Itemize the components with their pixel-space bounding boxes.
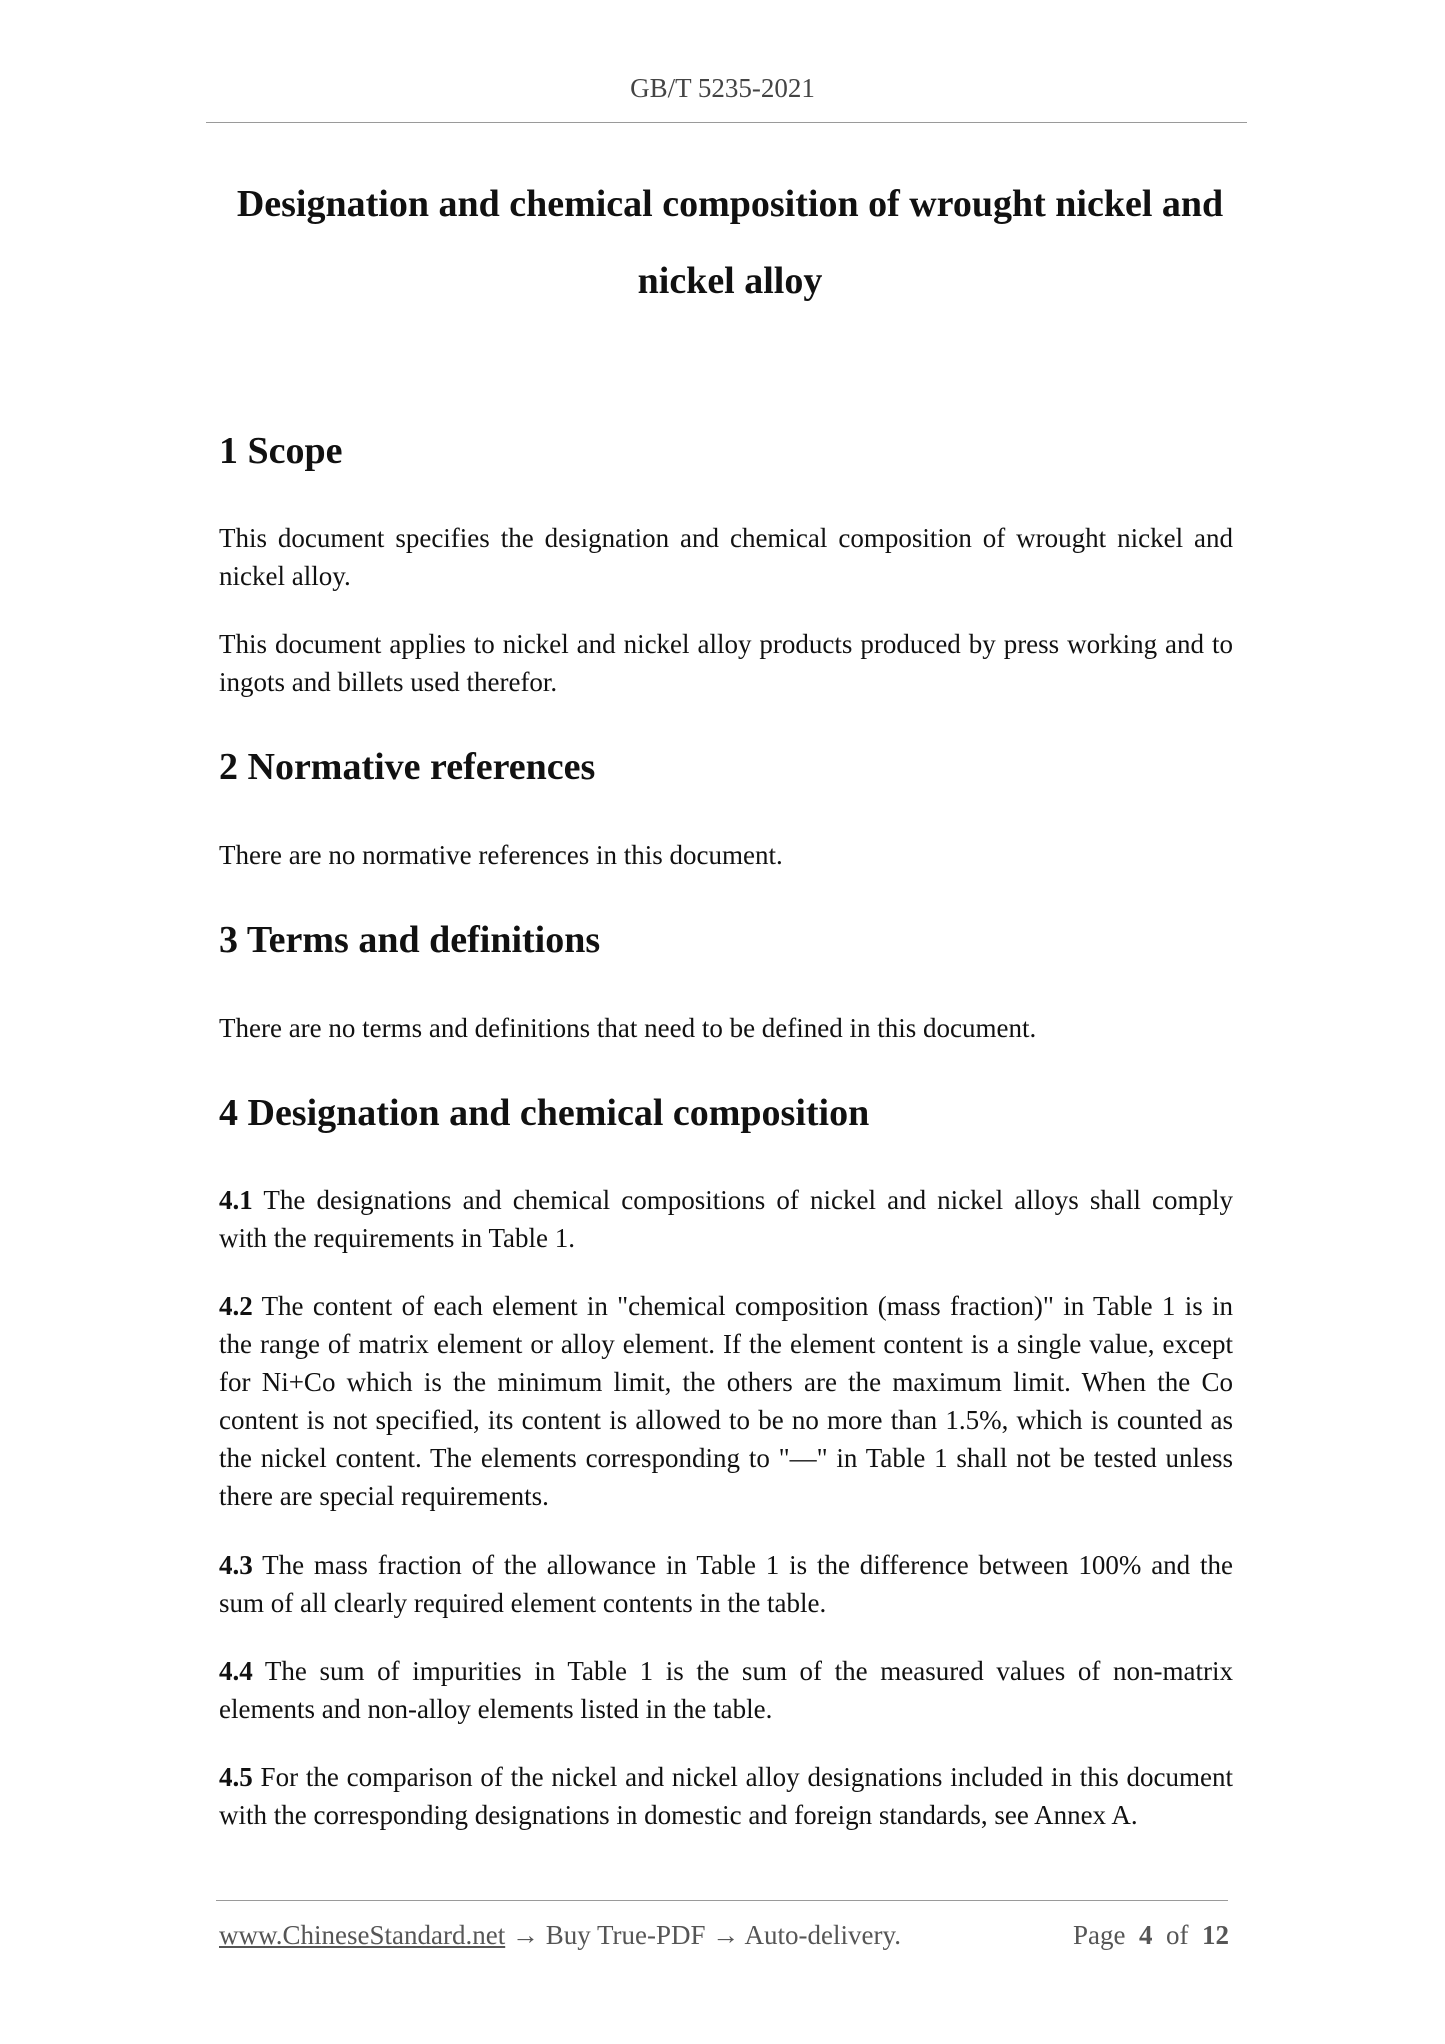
section-heading-designation-and-composition: 4 Designation and chemical composition: [219, 1092, 870, 1134]
clause-4-2: [219, 1287, 1233, 1515]
page-label: Page: [1073, 1920, 1126, 1950]
page-counter: [1073, 1918, 1229, 1952]
clause-number: 4.3: [219, 1550, 253, 1580]
footer-rule: [216, 1900, 1228, 1901]
clause-text: The mass fraction of the allowance in Table 1 is the difference between 100% and the sum of all clearly required element contents in the table.: [219, 1550, 1233, 1618]
scope-paragraph-2: This document applies to nickel and nickel alloy products produced by press working and to ingots and billets used therefor.: [219, 629, 1233, 697]
normative-references-paragraph: There are no normative references in this document.: [219, 840, 783, 870]
clause-text: The sum of impurities in Table 1 is the sum of the measured values of non-matrix elements and non-alloy elements listed in the table.: [219, 1656, 1233, 1724]
clause-number: 4.5: [219, 1762, 253, 1792]
clause-text: For the comparison of the nickel and nickel alloy designations included in this document with the corresponding designations in domestic and foreign standards, see Annex A.: [219, 1762, 1234, 1830]
clause-4-4: [219, 1652, 1233, 1728]
terms-and-definitions-paragraph: There are no terms and definitions that need to be defined in this document.: [219, 1013, 1037, 1043]
clause-4-3: [219, 1546, 1233, 1622]
page-current: 4: [1139, 1920, 1153, 1950]
clause-4-5: [219, 1758, 1233, 1834]
clause-text: The content of each element in "chemical composition (mass fraction)" in Table 1 is in the range of matrix element or alloy element. If the element content is a single value, except for Ni+Co which is the minimum limit, the others are the maximum limit. When the Co content is not specified, its content is allowed to be no more than 1.5%, which is counted as the nickel content. The elements corresponding to "—" in Table 1 shall not be tested unless there are special requirements.: [219, 1291, 1233, 1511]
clause-number: 4.1: [219, 1185, 253, 1215]
section-heading-normative-references: 2 Normative references: [219, 746, 596, 788]
footer-promo: [219, 1918, 901, 1952]
section-heading-terms-and-definitions: 3 Terms and definitions: [219, 919, 601, 961]
buy-true-pdf-text: Buy True-PDF: [545, 1920, 706, 1950]
page-of-label: of: [1166, 1920, 1189, 1950]
section-heading-scope: 1 Scope: [219, 430, 343, 472]
arrow-right-icon: →: [712, 1920, 740, 1950]
document-title-line-2: nickel alloy: [637, 260, 823, 302]
clause-number: 4.4: [219, 1656, 253, 1686]
clause-text: The designations and chemical compositions of nickel and nickel alloys shall comply with the requirements in Table 1.: [219, 1185, 1233, 1253]
auto-delivery-text: Auto-delivery.: [744, 1920, 901, 1950]
header-rule: [206, 122, 1247, 123]
clause-number: 4.2: [219, 1291, 253, 1321]
page-total: 12: [1202, 1920, 1229, 1950]
scope-paragraph-1: This document specifies the designation and chemical composition of wrought nickel and nickel alloy.: [219, 523, 1233, 591]
document-title-line-1: Designation and chemical composition of wrought nickel and: [236, 183, 1224, 225]
arrow-right-icon: →: [511, 1920, 539, 1950]
clause-4-1: [219, 1181, 1233, 1257]
document-title: [200, 166, 1260, 320]
running-header: GB/T 5235-2021: [630, 73, 815, 103]
website-link[interactable]: www.ChineseStandard.net: [219, 1920, 506, 1950]
